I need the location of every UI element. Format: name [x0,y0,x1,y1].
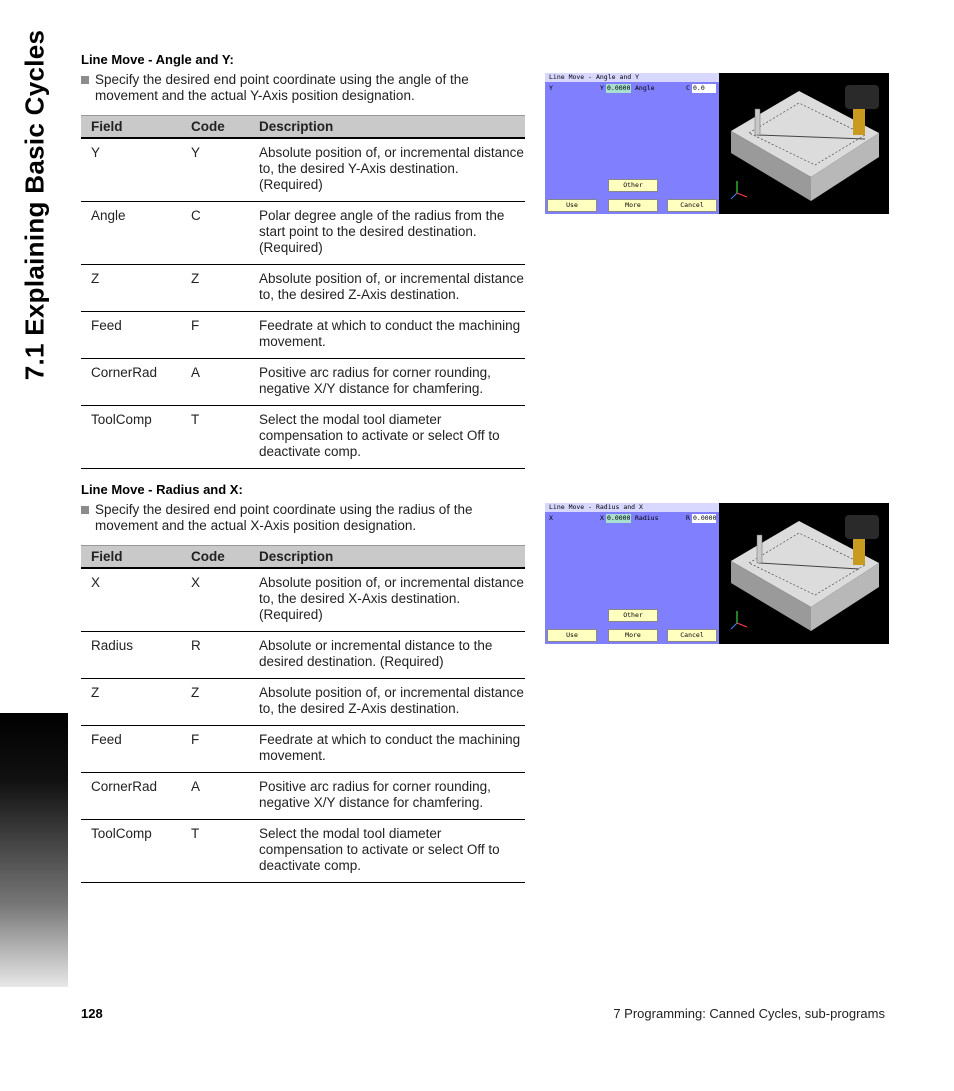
axis-y-icon [731,193,737,199]
start-marker [755,109,760,135]
cell-field: X [81,568,181,632]
cell-field: Feed [81,312,181,359]
table-row [81,679,525,726]
cell-description: Select the modal tool diameter compensation to activate or select Off to deactivate comp. [249,406,525,469]
bullet-angle-y: Specify the desired end point coordinate using the angle of the movement and the actual Y-Axis position designation. [81,72,521,104]
dialog-form [545,503,719,644]
chapter-footer: 7 Programming: Canned Cycles, sub-programs [613,1006,885,1021]
field-code: Y [600,84,604,92]
chapter-side-title: 7.1 Explaining Basic Cycles [19,29,50,381]
cell-description: Positive arc radius for corner rounding, negative X/Y distance for chamfering. [249,773,525,820]
bullet-square-icon [81,506,89,514]
table-row [81,265,525,312]
cell-field: Feed [81,726,181,773]
field-label: Y [549,84,553,92]
table-row [81,312,525,359]
field-table-angle-y [81,115,525,469]
cell-code: F [181,312,249,359]
use-button[interactable]: Use [547,629,597,642]
field-code: C [686,84,690,92]
cell-description: Absolute or incremental distance to the desired destination. (Required) [249,632,525,679]
cell-code: T [181,820,249,883]
cell-field: Z [81,265,181,312]
axis-x-icon [737,193,747,197]
field-code: X [600,514,604,522]
use-button[interactable]: Use [547,199,597,212]
screenshot-radius-x [545,503,889,644]
cell-field: CornerRad [81,359,181,406]
other-button[interactable]: Other [608,609,658,622]
section-title-radius-x: Line Move - Radius and X: [81,482,243,497]
cell-code: R [181,632,249,679]
table-row [81,406,525,469]
angle-value-input[interactable]: 0.0 [692,84,716,93]
tool-holder [845,515,879,539]
tool-bit [853,535,865,565]
cell-code: T [181,406,249,469]
chapter-side-tab [0,713,68,987]
field-table-radius-x [81,545,525,883]
table-row [81,202,525,265]
cell-code: Z [181,679,249,726]
table-row [81,359,525,406]
header-code: Code [181,546,249,569]
cell-code: X [181,568,249,632]
cell-code: A [181,773,249,820]
page-number: 128 [81,1006,103,1021]
cell-code: F [181,726,249,773]
screenshot-angle-y [545,73,889,214]
cell-description: Absolute position of, or incremental distance to, the desired X-Axis destination. (Required) [249,568,525,632]
x-value-input[interactable]: 0.0000 [607,514,631,522]
more-button[interactable]: More [608,199,658,212]
bullet-square-icon [81,76,89,84]
table-row [81,820,525,883]
field-label: X [549,514,553,522]
table-row [81,138,525,202]
cell-field: ToolComp [81,820,181,883]
cell-field: Angle [81,202,181,265]
start-marker [757,535,762,563]
header-code: Code [181,116,249,139]
y-value-input[interactable]: 0.0000 [607,84,631,92]
dialog-form [545,73,719,214]
machining-preview-3d [719,503,889,644]
cell-code: Z [181,265,249,312]
dialog-title: Line Move - Angle and Y [545,73,719,82]
radius-value-input[interactable]: 0.0000 [693,514,717,522]
cell-code: C [181,202,249,265]
table-row [81,568,525,632]
dialog-title: Line Move - Radius and X [545,503,719,512]
cell-field: Y [81,138,181,202]
header-field: Field [81,116,181,139]
header-description: Description [249,116,525,139]
cell-code: Y [181,138,249,202]
table-row [81,726,525,773]
cell-description: Feedrate at which to conduct the machining movement. [249,726,525,773]
tool-bit [853,105,865,135]
cell-description: Polar degree angle of the radius from the start point to the desired destination. (Required) [249,202,525,265]
header-description: Description [249,546,525,569]
field-label: Angle [635,84,655,92]
more-button[interactable]: More [608,629,658,642]
tool-holder [845,85,879,109]
cell-field: Radius [81,632,181,679]
cell-field: Z [81,679,181,726]
cell-field: ToolComp [81,406,181,469]
cell-description: Absolute position of, or incremental distance to, the desired Z-Axis destination. [249,679,525,726]
machining-preview-3d [719,73,889,214]
axis-y-icon [731,623,737,629]
cell-description: Positive arc radius for corner rounding, negative X/Y distance for chamfering. [249,359,525,406]
field-code: R [686,514,690,522]
table-row [81,773,525,820]
cancel-button[interactable]: Cancel [667,629,717,642]
axis-x-icon [737,623,747,627]
cell-field: CornerRad [81,773,181,820]
section-title-angle-y: Line Move - Angle and Y: [81,52,234,67]
header-field: Field [81,546,181,569]
cell-code: A [181,359,249,406]
cell-description: Feedrate at which to conduct the machining movement. [249,312,525,359]
bullet-radius-x: Specify the desired end point coordinate using the radius of the movement and the actual X-Axis position designation. [81,502,521,534]
other-button[interactable]: Other [608,179,658,192]
table-header-row [81,546,525,569]
cell-description: Select the modal tool diameter compensation to activate or select Off to deactivate comp. [249,820,525,883]
cell-description: Absolute position of, or incremental distance to, the desired Y-Axis destination. (Required) [249,138,525,202]
cancel-button[interactable]: Cancel [667,199,717,212]
table-header-row [81,116,525,139]
cell-description: Absolute position of, or incremental distance to, the desired Z-Axis destination. [249,265,525,312]
table-row [81,632,525,679]
field-label: Radius [635,514,659,522]
